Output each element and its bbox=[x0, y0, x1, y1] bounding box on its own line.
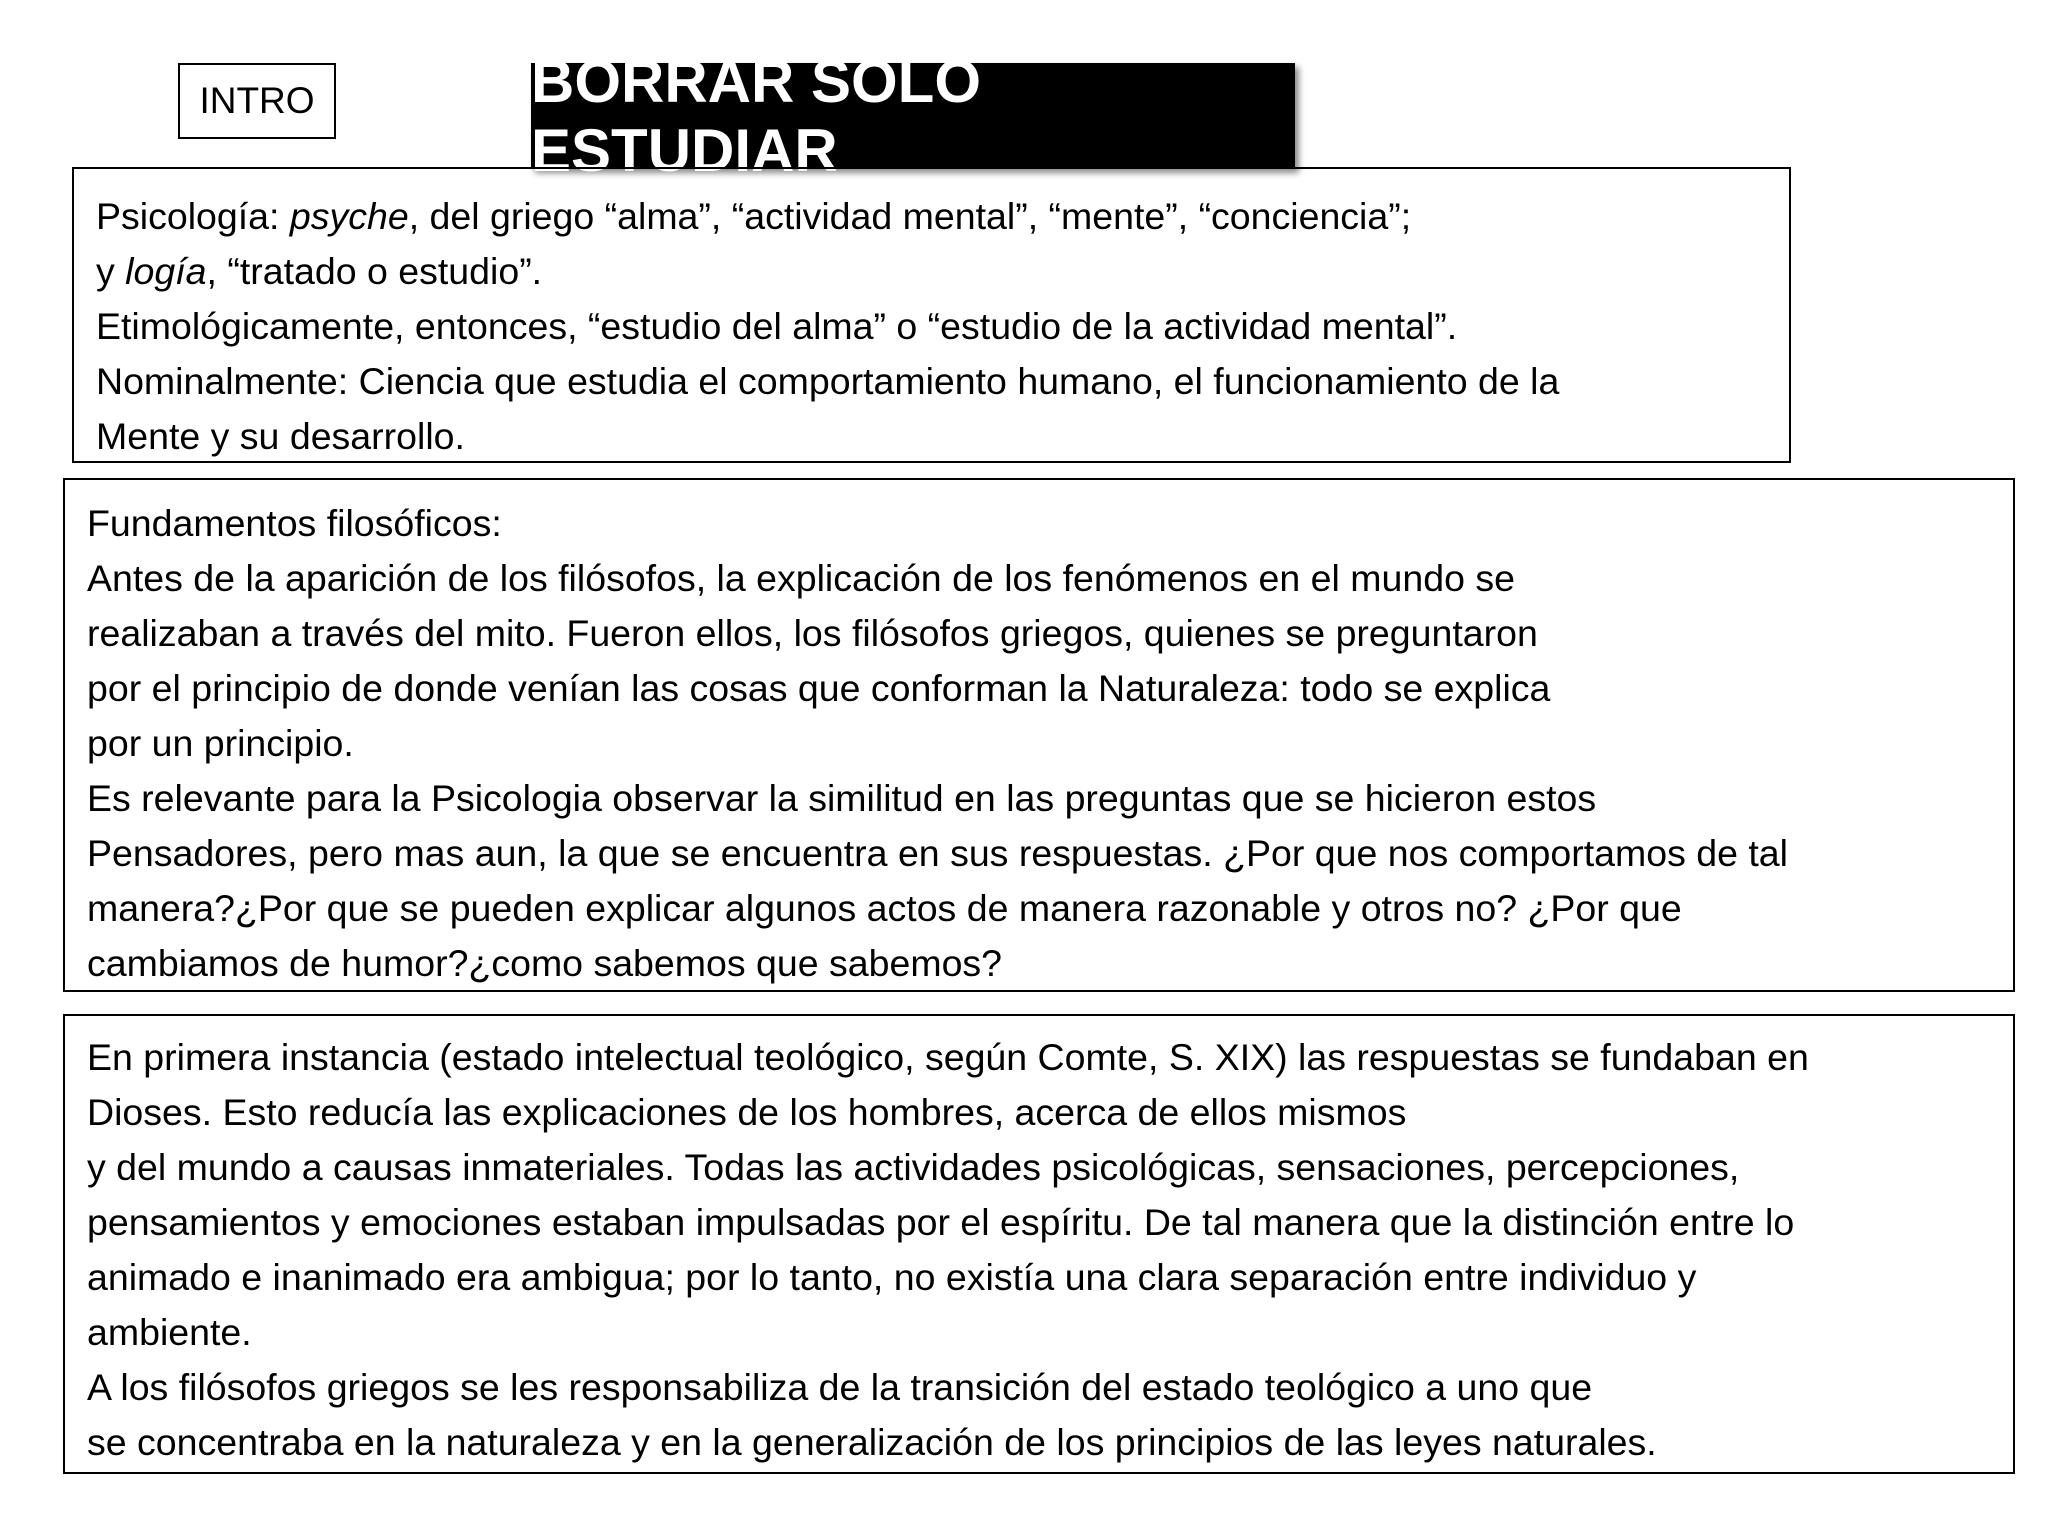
comte-line: animado e inanimado era ambigua; por lo tanto, no existía una clara separación entre individuo y bbox=[87, 1256, 1697, 1298]
comte-line: Dioses. Esto reducía las explicaciones de los hombres, acerca de ellos mismos bbox=[87, 1091, 1407, 1133]
definition-line-1-b: , del griego “alma”, “actividad mental”, “mente”, “conciencia”; bbox=[408, 195, 1412, 237]
definition-line-3: Etimológicamente, entonces, “estudio del alma” o “estudio de la actividad mental”. bbox=[96, 305, 1458, 347]
comte-line: pensamientos y emociones estaban impulsadas por el espíritu. De tal manera que la distinción entre lo bbox=[87, 1201, 1795, 1243]
fundamentos-line: por el principio de donde venían las cosas que conforman la Naturaleza: todo se explica bbox=[87, 667, 1551, 709]
fundamentos-line: Antes de la aparición de los filósofos, la explicación de los fenómenos en el mundo se bbox=[87, 557, 1515, 599]
definition-line-5: Mente y su desarrollo. bbox=[96, 415, 465, 457]
title-banner bbox=[531, 48, 1295, 184]
definition-line-2-a: y bbox=[96, 250, 126, 292]
fundamentos-box bbox=[63, 478, 2015, 992]
fundamentos-line: Fundamentos filosóficos: bbox=[87, 502, 502, 544]
intro-label-text: INTRO bbox=[199, 80, 315, 121]
comte-line: y del mundo a causas inmateriales. Todas las actividades psicológicas, sensaciones, percepciones, bbox=[87, 1146, 1740, 1188]
definition-logia-term: logía bbox=[125, 250, 207, 292]
fundamentos-line: Pensadores, pero mas aun, la que se encuentra en sus respuestas. ¿Por que nos comportamos de tal bbox=[87, 832, 1788, 874]
definition-psyche-term: psyche bbox=[289, 195, 409, 237]
definition-line-2-b: , “tratado o estudio”. bbox=[206, 250, 543, 292]
comte-line: A los filósofos griegos se les responsabiliza de la transición del estado teológico a uno que bbox=[87, 1366, 1593, 1408]
comte-line: se concentraba en la naturaleza y en la generalización de los principios de las leyes naturales. bbox=[87, 1421, 1657, 1463]
definition-line-4: Nominalmente: Ciencia que estudia el comportamiento humano, el funcionamiento de la bbox=[96, 360, 1560, 402]
fundamentos-line: manera?¿Por que se pueden explicar algunos actos de manera razonable y otros no? ¿Por que bbox=[87, 887, 1682, 929]
definition-line-1 bbox=[96, 189, 1789, 244]
fundamentos-line: Es relevante para la Psicologia observar la similitud en las preguntas que se hicieron estos bbox=[87, 777, 1597, 819]
fundamentos-line: cambiamos de humor?¿como sabemos que sabemos? bbox=[87, 942, 1003, 984]
intro-label bbox=[178, 63, 336, 139]
fundamentos-line: por un principio. bbox=[87, 722, 354, 764]
title-text: BORRAR SOLO ESTUDIAR bbox=[531, 48, 981, 184]
comte-line: ambiente. bbox=[87, 1311, 252, 1353]
comte-line: En primera instancia (estado intelectual teológico, según Comte, S. XIX) las respuestas se fundaban en bbox=[87, 1036, 1809, 1078]
fundamentos-line: realizaban a través del mito. Fueron ellos, los filósofos griegos, quienes se preguntaron bbox=[87, 612, 1538, 654]
comte-box bbox=[63, 1014, 2015, 1474]
definition-line-1-a: Psicología: bbox=[96, 195, 290, 237]
definition-box bbox=[72, 167, 1791, 463]
definition-line-2 bbox=[96, 244, 1789, 299]
